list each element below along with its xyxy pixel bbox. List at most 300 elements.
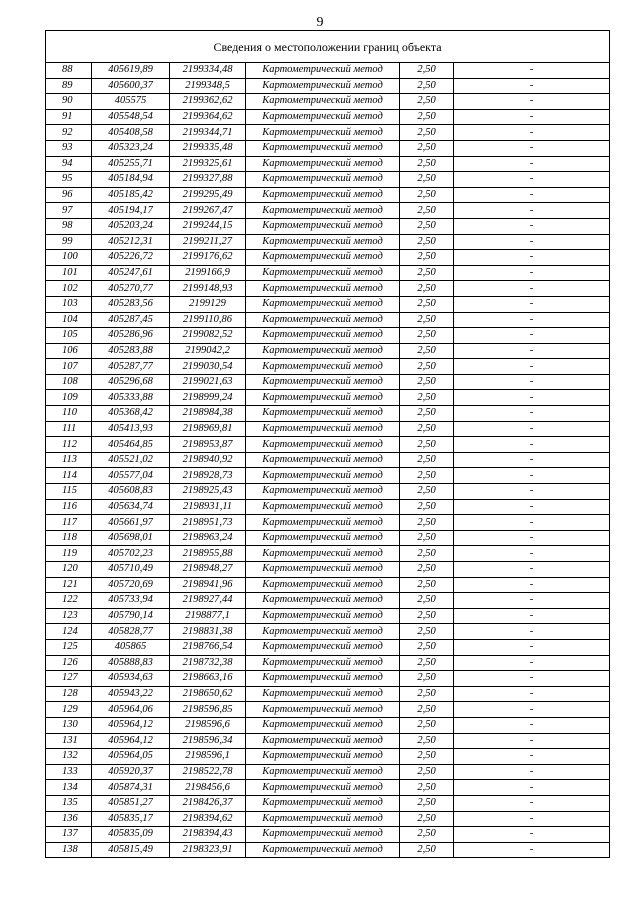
cell-method: Картометрический метод: [246, 359, 400, 375]
cell-coord-x: 405964,05: [92, 749, 170, 765]
table-row: [46, 655, 610, 671]
cell-accuracy: 2,50: [400, 608, 454, 624]
cell-point-number: 133: [46, 764, 92, 780]
cell-method: Картометрический метод: [246, 671, 400, 687]
cell-method: Картометрический метод: [246, 109, 400, 125]
cell-accuracy: 2,50: [400, 530, 454, 546]
cell-accuracy: 2,50: [400, 187, 454, 203]
cell-description: -: [454, 499, 610, 515]
table-row: [46, 63, 610, 79]
cell-method: Картометрический метод: [246, 172, 400, 188]
cell-accuracy: 2,50: [400, 842, 454, 858]
cell-method: Картометрический метод: [246, 655, 400, 671]
cell-coord-y: 2198928,73: [170, 468, 246, 484]
cell-accuracy: 2,50: [400, 63, 454, 79]
cell-point-number: 100: [46, 250, 92, 266]
cell-point-number: 91: [46, 109, 92, 125]
cell-coord-x: 405964,12: [92, 717, 170, 733]
cell-point-number: 101: [46, 265, 92, 281]
cell-coord-y: 2199176,62: [170, 250, 246, 266]
cell-method: Картометрический метод: [246, 390, 400, 406]
cell-accuracy: 2,50: [400, 156, 454, 172]
cell-point-number: 134: [46, 780, 92, 796]
cell-method: Картометрический метод: [246, 374, 400, 390]
cell-point-number: 96: [46, 187, 92, 203]
cell-accuracy: 2,50: [400, 140, 454, 156]
table-row: [46, 499, 610, 515]
cell-accuracy: 2,50: [400, 452, 454, 468]
table-row: [46, 296, 610, 312]
cell-method: Картометрический метод: [246, 577, 400, 593]
cell-coord-x: 405287,77: [92, 359, 170, 375]
cell-accuracy: 2,50: [400, 437, 454, 453]
cell-point-number: 108: [46, 374, 92, 390]
cell-point-number: 88: [46, 63, 92, 79]
table-row: [46, 94, 610, 110]
cell-coord-y: 2198953,87: [170, 437, 246, 453]
cell-coord-x: 405720,69: [92, 577, 170, 593]
cell-point-number: 126: [46, 655, 92, 671]
cell-coord-y: 2198984,38: [170, 406, 246, 422]
table-title-row: [46, 31, 610, 63]
table-row: [46, 125, 610, 141]
cell-accuracy: 2,50: [400, 515, 454, 531]
cell-description: -: [454, 686, 610, 702]
cell-coord-x: 405408,58: [92, 125, 170, 141]
cell-point-number: 110: [46, 406, 92, 422]
cell-coord-x: 405413,93: [92, 421, 170, 437]
cell-coord-y: 2198394,62: [170, 811, 246, 827]
cell-accuracy: 2,50: [400, 250, 454, 266]
cell-coord-x: 405835,17: [92, 811, 170, 827]
cell-coord-y: 2199364,62: [170, 109, 246, 125]
cell-method: Картометрический метод: [246, 717, 400, 733]
cell-accuracy: 2,50: [400, 296, 454, 312]
cell-description: -: [454, 296, 610, 312]
cell-method: Картометрический метод: [246, 686, 400, 702]
cell-coord-x: 405575: [92, 94, 170, 110]
table-row: [46, 437, 610, 453]
cell-method: Картометрический метод: [246, 827, 400, 843]
cell-method: Картометрический метод: [246, 218, 400, 234]
cell-coord-y: 2198963,24: [170, 530, 246, 546]
cell-coord-x: 405333,88: [92, 390, 170, 406]
table-row: [46, 187, 610, 203]
cell-point-number: 94: [46, 156, 92, 172]
cell-method: Картометрический метод: [246, 421, 400, 437]
cell-method: Картометрический метод: [246, 749, 400, 765]
cell-coord-x: 405323,24: [92, 140, 170, 156]
cell-point-number: 122: [46, 593, 92, 609]
cell-coord-y: 2199166,9: [170, 265, 246, 281]
cell-coord-y: 2199325,61: [170, 156, 246, 172]
cell-description: -: [454, 312, 610, 328]
cell-method: Картометрический метод: [246, 811, 400, 827]
cell-method: Картометрический метод: [246, 312, 400, 328]
cell-description: -: [454, 187, 610, 203]
cell-point-number: 105: [46, 328, 92, 344]
cell-point-number: 137: [46, 827, 92, 843]
cell-method: Картометрический метод: [246, 203, 400, 219]
cell-coord-y: 2198596,6: [170, 717, 246, 733]
cell-accuracy: 2,50: [400, 764, 454, 780]
cell-coord-y: 2198940,92: [170, 452, 246, 468]
cell-method: Картометрический метод: [246, 406, 400, 422]
table-row: [46, 764, 610, 780]
cell-point-number: 138: [46, 842, 92, 858]
cell-accuracy: 2,50: [400, 78, 454, 94]
cell-point-number: 112: [46, 437, 92, 453]
table-row: [46, 281, 610, 297]
cell-description: -: [454, 172, 610, 188]
cell-method: Картометрический метод: [246, 639, 400, 655]
cell-description: -: [454, 546, 610, 562]
cell-method: Картометрический метод: [246, 530, 400, 546]
cell-point-number: 106: [46, 343, 92, 359]
cell-accuracy: 2,50: [400, 203, 454, 219]
table-row: [46, 686, 610, 702]
cell-coord-x: 405874,31: [92, 780, 170, 796]
cell-method: Картометрический метод: [246, 187, 400, 203]
cell-accuracy: 2,50: [400, 265, 454, 281]
cell-point-number: 107: [46, 359, 92, 375]
cell-point-number: 124: [46, 624, 92, 640]
cell-method: Картометрический метод: [246, 593, 400, 609]
cell-description: -: [454, 343, 610, 359]
cell-description: -: [454, 328, 610, 344]
cell-point-number: 128: [46, 686, 92, 702]
cell-coord-x: 405851,27: [92, 795, 170, 811]
cell-description: -: [454, 234, 610, 250]
cell-accuracy: 2,50: [400, 234, 454, 250]
cell-coord-y: 2199021,63: [170, 374, 246, 390]
cell-point-number: 92: [46, 125, 92, 141]
cell-method: Картометрический метод: [246, 94, 400, 110]
cell-coord-x: 405577,04: [92, 468, 170, 484]
cell-coord-x: 405194,17: [92, 203, 170, 219]
cell-method: Картометрический метод: [246, 281, 400, 297]
table-row: [46, 811, 610, 827]
cell-point-number: 125: [46, 639, 92, 655]
cell-point-number: 120: [46, 562, 92, 578]
cell-description: -: [454, 624, 610, 640]
cell-description: -: [454, 203, 610, 219]
cell-description: -: [454, 484, 610, 500]
cell-accuracy: 2,50: [400, 577, 454, 593]
cell-description: -: [454, 156, 610, 172]
cell-coord-y: 2198522,78: [170, 764, 246, 780]
cell-coord-x: 405888,83: [92, 655, 170, 671]
cell-method: Картометрический метод: [246, 156, 400, 172]
cell-accuracy: 2,50: [400, 390, 454, 406]
cell-method: Картометрический метод: [246, 764, 400, 780]
table-row: [46, 406, 610, 422]
cell-coord-y: 2198927,44: [170, 593, 246, 609]
cell-accuracy: 2,50: [400, 749, 454, 765]
cell-description: -: [454, 780, 610, 796]
cell-coord-y: 2198394,43: [170, 827, 246, 843]
cell-accuracy: 2,50: [400, 218, 454, 234]
table-row: [46, 593, 610, 609]
cell-coord-x: 405283,88: [92, 343, 170, 359]
cell-method: Картометрический метод: [246, 63, 400, 79]
cell-accuracy: 2,50: [400, 639, 454, 655]
cell-description: -: [454, 390, 610, 406]
cell-accuracy: 2,50: [400, 717, 454, 733]
table-row: [46, 827, 610, 843]
cell-coord-x: 405865: [92, 639, 170, 655]
cell-coord-y: 2198426,37: [170, 795, 246, 811]
cell-accuracy: 2,50: [400, 686, 454, 702]
cell-coord-x: 405634,74: [92, 499, 170, 515]
cell-accuracy: 2,50: [400, 780, 454, 796]
cell-coord-y: 2198831,38: [170, 624, 246, 640]
cell-coord-y: 2199295,49: [170, 187, 246, 203]
cell-accuracy: 2,50: [400, 109, 454, 125]
cell-accuracy: 2,50: [400, 468, 454, 484]
cell-method: Картометрический метод: [246, 250, 400, 266]
cell-coord-y: 2198951,73: [170, 515, 246, 531]
table-row: [46, 608, 610, 624]
cell-description: -: [454, 218, 610, 234]
cell-point-number: 129: [46, 702, 92, 718]
cell-accuracy: 2,50: [400, 281, 454, 297]
cell-accuracy: 2,50: [400, 562, 454, 578]
cell-point-number: 111: [46, 421, 92, 437]
cell-description: -: [454, 437, 610, 453]
table-row: [46, 562, 610, 578]
cell-coord-y: 2198663,16: [170, 671, 246, 687]
cell-coord-y: 2199129: [170, 296, 246, 312]
cell-description: -: [454, 639, 610, 655]
page-number: 9: [316, 15, 324, 30]
cell-point-number: 104: [46, 312, 92, 328]
cell-coord-x: 405247,61: [92, 265, 170, 281]
cell-description: -: [454, 671, 610, 687]
cell-point-number: 90: [46, 94, 92, 110]
cell-description: -: [454, 78, 610, 94]
cell-point-number: 130: [46, 717, 92, 733]
cell-method: Картометрический метод: [246, 499, 400, 515]
cell-method: Картометрический метод: [246, 140, 400, 156]
cell-accuracy: 2,50: [400, 671, 454, 687]
cell-point-number: 132: [46, 749, 92, 765]
cell-coord-x: 405521,02: [92, 452, 170, 468]
cell-accuracy: 2,50: [400, 359, 454, 375]
cell-coord-y: 2198999,24: [170, 390, 246, 406]
cell-accuracy: 2,50: [400, 484, 454, 500]
cell-method: Картометрический метод: [246, 842, 400, 858]
cell-method: Картометрический метод: [246, 328, 400, 344]
cell-coord-x: 405368,42: [92, 406, 170, 422]
cell-description: -: [454, 827, 610, 843]
cell-accuracy: 2,50: [400, 593, 454, 609]
cell-method: Картометрический метод: [246, 343, 400, 359]
table-row: [46, 484, 610, 500]
table-row: [46, 328, 610, 344]
cell-method: Картометрический метод: [246, 437, 400, 453]
cell-coord-x: 405296,68: [92, 374, 170, 390]
cell-method: Картометрический метод: [246, 702, 400, 718]
table-row: [46, 265, 610, 281]
cell-point-number: 121: [46, 577, 92, 593]
cell-method: Картометрический метод: [246, 546, 400, 562]
cell-coord-y: 2199244,15: [170, 218, 246, 234]
cell-point-number: 99: [46, 234, 92, 250]
cell-method: Картометрический метод: [246, 733, 400, 749]
cell-method: Картометрический метод: [246, 296, 400, 312]
cell-description: -: [454, 562, 610, 578]
cell-description: -: [454, 593, 610, 609]
cell-description: -: [454, 468, 610, 484]
table-row: [46, 468, 610, 484]
cell-coord-x: 405203,24: [92, 218, 170, 234]
cell-accuracy: 2,50: [400, 655, 454, 671]
cell-point-number: 113: [46, 452, 92, 468]
cell-coord-y: 2199082,52: [170, 328, 246, 344]
cell-point-number: 114: [46, 468, 92, 484]
cell-description: -: [454, 109, 610, 125]
cell-coord-y: 2198941,96: [170, 577, 246, 593]
cell-description: -: [454, 764, 610, 780]
cell-point-number: 116: [46, 499, 92, 515]
cell-point-number: 135: [46, 795, 92, 811]
cell-coord-x: 405548,54: [92, 109, 170, 125]
cell-description: -: [454, 702, 610, 718]
cell-accuracy: 2,50: [400, 406, 454, 422]
cell-description: -: [454, 811, 610, 827]
cell-coord-x: 405287,45: [92, 312, 170, 328]
cell-coord-x: 405185,42: [92, 187, 170, 203]
cell-point-number: 119: [46, 546, 92, 562]
cell-point-number: 103: [46, 296, 92, 312]
table-row: [46, 343, 610, 359]
cell-accuracy: 2,50: [400, 172, 454, 188]
cell-accuracy: 2,50: [400, 624, 454, 640]
cell-coord-x: 405619,89: [92, 63, 170, 79]
cell-point-number: 115: [46, 484, 92, 500]
table-row: [46, 749, 610, 765]
cell-coord-x: 405283,56: [92, 296, 170, 312]
cell-coord-y: 2199110,86: [170, 312, 246, 328]
cell-coord-x: 405835,09: [92, 827, 170, 843]
cell-description: -: [454, 515, 610, 531]
cell-coord-x: 405710,49: [92, 562, 170, 578]
cell-description: -: [454, 359, 610, 375]
table-row: [46, 156, 610, 172]
cell-coord-x: 405943,22: [92, 686, 170, 702]
cell-coord-y: 2198650,62: [170, 686, 246, 702]
cell-description: -: [454, 140, 610, 156]
cell-description: -: [454, 125, 610, 141]
cell-point-number: 98: [46, 218, 92, 234]
table-row: [46, 140, 610, 156]
cell-method: Картометрический метод: [246, 468, 400, 484]
cell-description: -: [454, 733, 610, 749]
cell-coord-x: 405184,94: [92, 172, 170, 188]
table-row: [46, 577, 610, 593]
cell-description: -: [454, 530, 610, 546]
cell-method: Картометрический метод: [246, 484, 400, 500]
cell-coord-y: 2199267,47: [170, 203, 246, 219]
cell-accuracy: 2,50: [400, 312, 454, 328]
cell-accuracy: 2,50: [400, 811, 454, 827]
cell-accuracy: 2,50: [400, 702, 454, 718]
cell-coord-x: 405255,71: [92, 156, 170, 172]
table-row: [46, 234, 610, 250]
cell-description: -: [454, 749, 610, 765]
cell-point-number: 97: [46, 203, 92, 219]
cell-description: -: [454, 577, 610, 593]
table-row: [46, 78, 610, 94]
cell-method: Картометрический метод: [246, 780, 400, 796]
table-row: [46, 780, 610, 796]
cell-coord-x: 405464,85: [92, 437, 170, 453]
cell-coord-y: 2199334,48: [170, 63, 246, 79]
cell-coord-x: 405920,37: [92, 764, 170, 780]
table-row: [46, 624, 610, 640]
cell-coord-y: 2199362,62: [170, 94, 246, 110]
cell-method: Картометрический метод: [246, 624, 400, 640]
table-row: [46, 250, 610, 266]
cell-point-number: 136: [46, 811, 92, 827]
cell-description: -: [454, 655, 610, 671]
cell-coord-y: 2199327,88: [170, 172, 246, 188]
cell-coord-x: 405661,97: [92, 515, 170, 531]
table-row: [46, 109, 610, 125]
cell-coord-y: 2199042,2: [170, 343, 246, 359]
cell-point-number: 109: [46, 390, 92, 406]
table-row: [46, 842, 610, 858]
cell-point-number: 131: [46, 733, 92, 749]
cell-description: -: [454, 63, 610, 79]
table-row: [46, 546, 610, 562]
table-row: [46, 218, 610, 234]
cell-point-number: 95: [46, 172, 92, 188]
cell-coord-y: 2199348,5: [170, 78, 246, 94]
cell-coord-x: 405790,14: [92, 608, 170, 624]
cell-coord-y: 2199344,71: [170, 125, 246, 141]
cell-coord-x: 405212,31: [92, 234, 170, 250]
table-row: [46, 530, 610, 546]
cell-method: Картометрический метод: [246, 234, 400, 250]
cell-coord-x: 405828,77: [92, 624, 170, 640]
table-row: [46, 795, 610, 811]
cell-coord-y: 2198931,11: [170, 499, 246, 515]
cell-coord-y: 2198732,38: [170, 655, 246, 671]
cell-coord-x: 405600,37: [92, 78, 170, 94]
table-row: [46, 421, 610, 437]
cell-coord-y: 2198766,54: [170, 639, 246, 655]
cell-description: -: [454, 608, 610, 624]
cell-point-number: 89: [46, 78, 92, 94]
cell-description: -: [454, 842, 610, 858]
cell-description: -: [454, 452, 610, 468]
cell-coord-x: 405733,94: [92, 593, 170, 609]
cell-description: -: [454, 250, 610, 266]
cell-coord-x: 405608,83: [92, 484, 170, 500]
cell-description: -: [454, 281, 610, 297]
cell-description: -: [454, 421, 610, 437]
cell-accuracy: 2,50: [400, 499, 454, 515]
cell-coord-y: 2198925,43: [170, 484, 246, 500]
cell-accuracy: 2,50: [400, 421, 454, 437]
cell-accuracy: 2,50: [400, 94, 454, 110]
cell-coord-y: 2199211,27: [170, 234, 246, 250]
cell-accuracy: 2,50: [400, 374, 454, 390]
cell-point-number: 123: [46, 608, 92, 624]
table-row: [46, 702, 610, 718]
